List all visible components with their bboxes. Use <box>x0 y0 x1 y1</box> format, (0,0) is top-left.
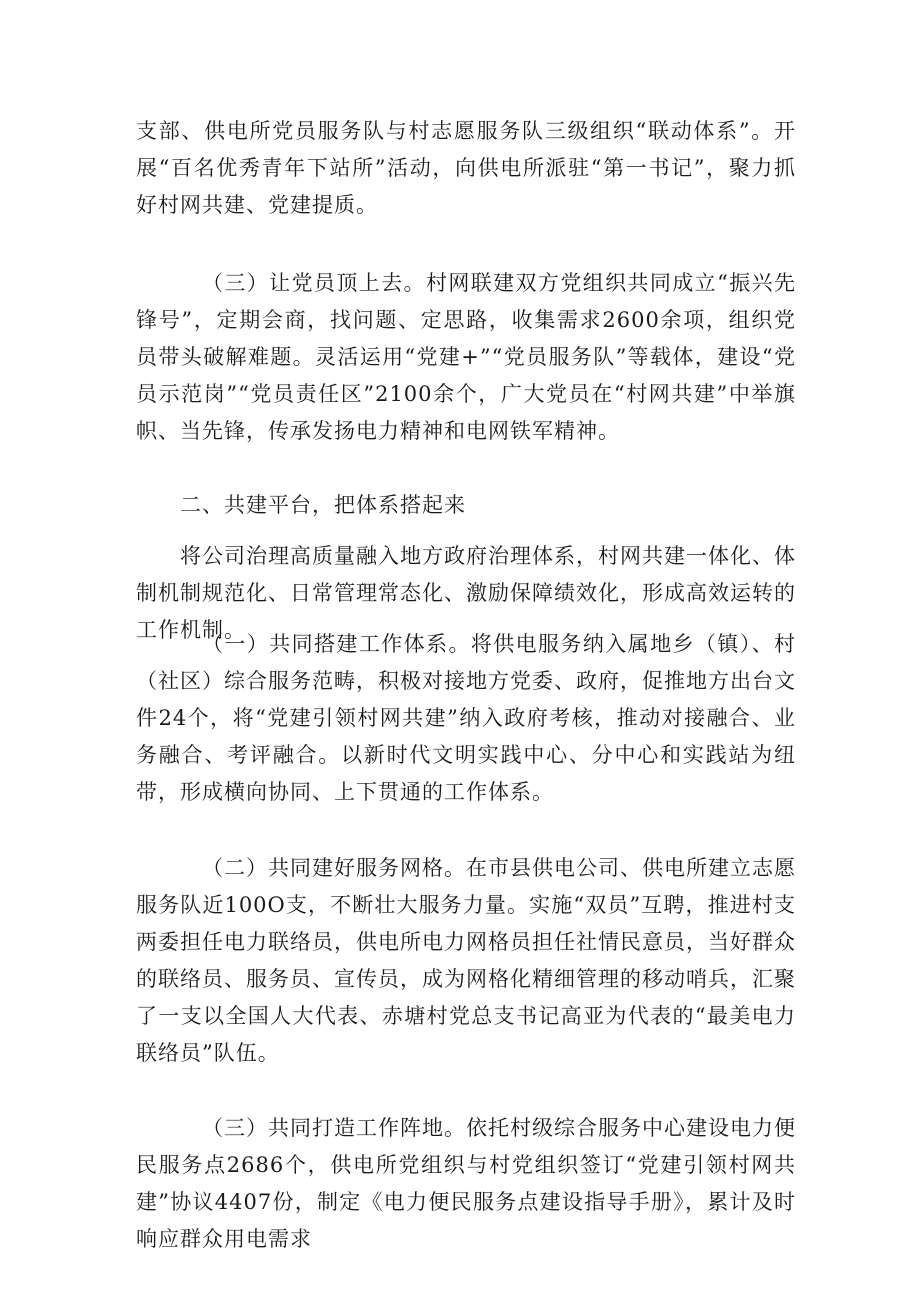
paragraph-1: 支部、供电所党员服务队与村志愿服务队三级组织“联动体系”。开展“百名优秀青年下站所”活动，向供电所派驻“第一书记”，聚力抓好村网共建、党建提质。 <box>136 119 796 217</box>
section-heading-2: 二、共建平台，把体系搭起来 <box>180 493 466 517</box>
paragraph-5: （二）共同建好服务网格。在市县供电公司、供电所建立志愿服务队近100O支，不断壮大服务力量。实施“双员”互聘，推进村支两委担任电力联络员，供电所电力网格员担任社情民意员，当好群众的联络员、服务员、宣传员，成为网格化精细管理的移动哨兵，汇聚了一支以全国人大代表、赤塘村党总支书记高亚为代表的“最美电力联络员”队伍。 <box>136 856 796 1065</box>
paragraph-6: （三）共同打造工作阵地。依托村级综合服务中心建设电力便民服务点2686个，供电所党组织与村党组织签订“党建引领村网共建”协议4407份，制定《电力便民服务点建设指导手册》，累计及时响应群众用电需求 <box>136 1116 796 1251</box>
paragraph-2: （三）让党员顶上去。村网联建双方党组织共同成立“振兴先锋号”，定期会商，找问题、定思路，收集需求2600余项，组织党员带头破解难题。灵活运用“党建+”“党员服务队”等载体，建设“党员示范岗”“党员责任区”2100余个，广大党员在“村网共建”中举旗帜、当先锋，传承发扬电力精神和电网铁军精神。 <box>136 271 796 443</box>
paragraph-3: 将公司治理高质量融入地方政府治理体系，村网共建一体化、体制机制规范化、日常管理常态化、激励保障绩效化，形成高效运转的工作机制。 <box>136 544 796 642</box>
paragraph-4: （一）共同搭建工作体系。将供电服务纳入属地乡（镇）、村（社区）综合服务范畴，积极对接地方党委、政府，促推地方出台文件24个，将“党建引领村网共建”纳入政府考核，推动对接融合、业务融合、考评融合。以新时代文明实践中心、分中心和实践站为纽带，形成横向协同、上下贯通的工作体系。 <box>136 632 796 804</box>
